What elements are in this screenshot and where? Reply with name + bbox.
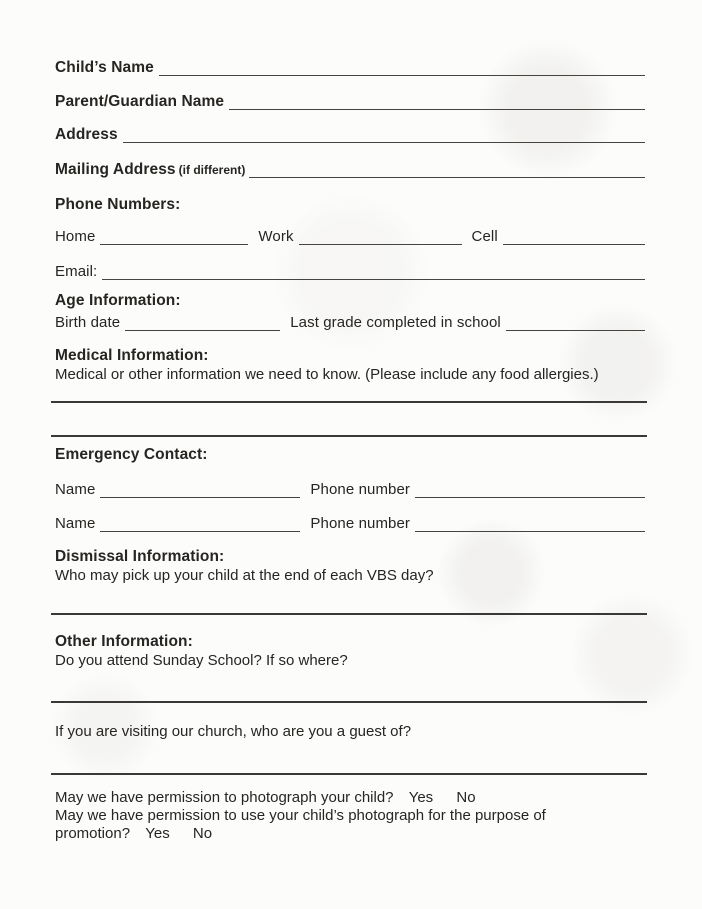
mailing-address-label: Mailing Address (55, 161, 176, 178)
home-phone-field[interactable] (100, 243, 248, 245)
phone-numbers-row (55, 223, 645, 245)
mailing-address-field[interactable] (249, 176, 645, 178)
photo-permission-2-yes-option[interactable]: Yes (145, 825, 170, 842)
cell-phone-label: Cell (471, 228, 498, 245)
other-question: Do you attend Sunday School? If so where? (55, 652, 348, 669)
age-section-header: Age Information: (55, 292, 181, 309)
dismissal-section (55, 547, 645, 585)
cell-phone-field[interactable] (503, 243, 645, 245)
emergency-name-field-2[interactable] (100, 530, 300, 532)
medical-write-line-2[interactable] (51, 435, 647, 437)
work-phone-label: Work (258, 228, 294, 245)
address-row (55, 121, 645, 143)
parent-name-field[interactable] (229, 108, 645, 110)
emergency-phone-field-2[interactable] (415, 530, 645, 532)
home-phone-label: Home (55, 228, 96, 245)
photo-permission-question-2-line1: May we have permission to use your child’s photograph for the purpose of (55, 807, 546, 824)
dismissal-question: Who may pick up your child at the end of each VBS day? (55, 567, 434, 584)
child-name-label: Child’s Name (55, 59, 154, 76)
emergency-name-field-1[interactable] (100, 496, 300, 498)
dismissal-write-line[interactable] (51, 613, 647, 615)
emergency-phone-field-1[interactable] (415, 496, 645, 498)
emergency-contact-row-2 (55, 510, 645, 532)
other-write-line[interactable] (51, 701, 647, 703)
photo-permission-question-2-line2 (55, 825, 645, 843)
photo-permission-2-no-option[interactable]: No (192, 825, 213, 842)
child-name-row (55, 54, 645, 76)
emergency-name-label: Name (55, 481, 96, 498)
photo-question-2-text: promotion? (55, 825, 131, 842)
email-label: Email: (55, 263, 98, 280)
form-content (55, 0, 645, 909)
photo-permission-section (55, 789, 645, 843)
dismissal-section-header: Dismissal Information: (55, 548, 225, 565)
emergency-name-label: Name (55, 515, 96, 532)
photo-permission-question-1 (55, 789, 645, 807)
emergency-phone-label: Phone number (310, 481, 411, 498)
photo-permission-1-yes-option[interactable]: Yes (408, 789, 434, 806)
emergency-phone-label: Phone number (310, 515, 411, 532)
phone-section-header: Phone Numbers: (55, 196, 181, 213)
parent-name-row (55, 88, 645, 110)
other-section (55, 632, 645, 670)
email-row (55, 258, 645, 280)
child-name-field[interactable] (159, 74, 645, 76)
emergency-section-header: Emergency Contact: (55, 446, 208, 463)
email-field[interactable] (102, 278, 645, 280)
birth-date-label: Birth date (55, 314, 121, 331)
photo-question-1-text: May we have permission to photograph your child? (55, 789, 394, 806)
work-phone-field[interactable] (299, 243, 462, 245)
other-section-header: Other Information: (55, 633, 193, 650)
parent-name-label: Parent/Guardian Name (55, 93, 225, 110)
last-grade-label: Last grade completed in school (290, 314, 501, 331)
mailing-address-row (55, 156, 645, 178)
mailing-address-note: (if different) (178, 163, 246, 177)
emergency-contact-row-1 (55, 476, 645, 498)
address-label: Address (55, 126, 118, 143)
address-field[interactable] (123, 141, 645, 143)
birth-date-field[interactable] (125, 329, 280, 331)
medical-section-header: Medical Information: (55, 347, 209, 364)
medical-section (55, 346, 645, 384)
visiting-write-line[interactable] (51, 773, 647, 775)
age-row (55, 309, 645, 331)
visiting-question: If you are visiting our church, who are you a guest of? (55, 723, 412, 740)
last-grade-field[interactable] (506, 329, 645, 331)
medical-description: Medical or other information we need to know. (Please include any food allergies.) (55, 366, 599, 383)
photo-permission-1-no-option[interactable]: No (456, 789, 476, 806)
medical-write-line-1[interactable] (51, 401, 647, 403)
